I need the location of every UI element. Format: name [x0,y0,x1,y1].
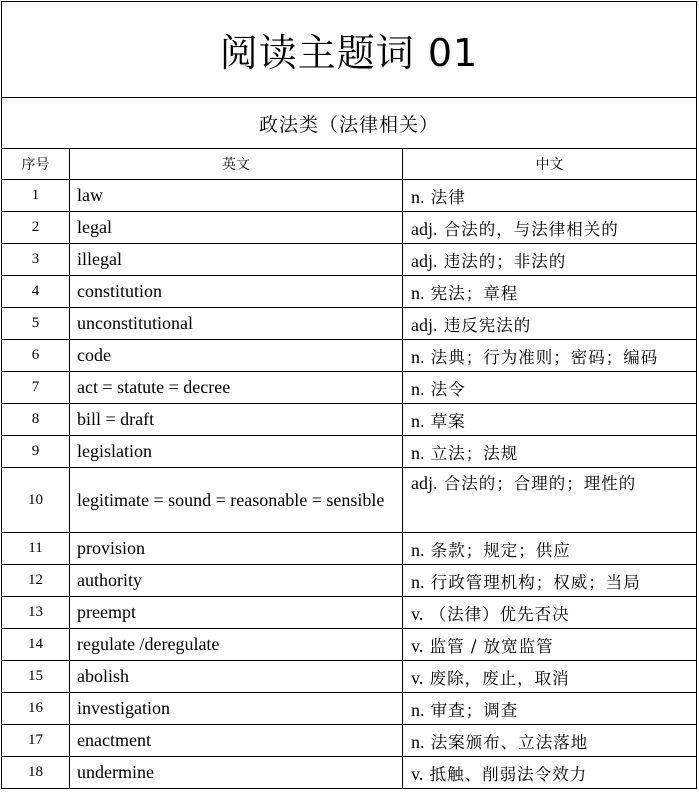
meaning-text: 废除，废止，取消 [429,668,570,688]
part-of-speech: adj. [411,218,438,239]
chinese-meaning [403,661,697,693]
row-index: 8 [2,404,70,436]
meaning-text: 草案 [430,411,466,431]
english-term: legitimate = sound = reasonable = sensible [70,468,403,533]
part-of-speech: n. [411,699,425,720]
row-index: 9 [2,436,70,468]
row-index: 1 [2,180,70,212]
english-term: act = statute = decree [70,372,403,404]
english-term: abolish [70,661,403,693]
part-of-speech: v. [411,603,424,624]
header-english: 英文 [70,149,403,180]
part-of-speech: n. [411,186,425,207]
english-term: provision [70,533,403,565]
part-of-speech: n. [411,346,425,367]
row-index: 3 [2,244,70,276]
row-index: 11 [2,533,70,565]
part-of-speech: v. [411,635,424,656]
chinese-meaning [403,180,697,212]
table-row [2,533,697,565]
meaning-text: 违反宪法的 [443,315,532,335]
table-row [2,436,697,468]
table-row [2,468,697,533]
row-index: 4 [2,276,70,308]
table-row [2,212,697,244]
table-row [2,661,697,693]
chinese-meaning [403,565,697,597]
chinese-meaning [403,372,697,404]
meaning-text: 法令 [430,379,466,399]
meaning-text: 抵触、削弱法令效力 [429,764,588,784]
part-of-speech: adj. [411,473,438,493]
english-term: regulate /deregulate [70,629,403,661]
meaning-text: 合法的；合理的；理性的 [443,474,637,493]
chinese-meaning [403,533,697,565]
chinese-meaning [403,212,697,244]
row-index: 17 [2,725,70,757]
table-row [2,693,697,725]
row-index: 5 [2,308,70,340]
vocabulary-table [1,1,697,789]
part-of-speech: adj. [411,250,438,271]
english-term: authority [70,565,403,597]
chinese-meaning [403,468,697,533]
part-of-speech: n. [411,731,425,752]
meaning-text: （法律）优先否决 [429,604,570,624]
meaning-text: 立法；法规 [430,443,519,463]
table-row [2,597,697,629]
part-of-speech: n. [411,378,425,399]
meaning-text: 审查；调查 [430,700,519,720]
meaning-text: 违法的；非法的 [443,251,567,271]
table-row [2,340,697,372]
row-index: 6 [2,340,70,372]
english-term: illegal [70,244,403,276]
english-term: investigation [70,693,403,725]
meaning-text: 合法的，与法律相关的 [443,219,619,239]
chinese-meaning [403,244,697,276]
table-row [2,180,697,212]
header-chinese: 中文 [403,149,697,180]
row-index: 12 [2,565,70,597]
table-row [2,372,697,404]
meaning-text: 法律 [430,187,466,207]
part-of-speech: adj. [411,314,438,335]
chinese-meaning [403,597,697,629]
table-row [2,757,697,789]
chinese-meaning [403,757,697,789]
table-row [2,404,697,436]
english-term: bill = draft [70,404,403,436]
row-index: 14 [2,629,70,661]
row-index: 10 [2,468,70,533]
row-index: 15 [2,661,70,693]
part-of-speech: v. [411,667,424,688]
part-of-speech: v. [411,763,424,784]
chinese-meaning [403,340,697,372]
table-row [2,276,697,308]
page-title: 阅读主题词 01 [2,2,697,98]
chinese-meaning [403,308,697,340]
part-of-speech: n. [411,442,425,463]
chinese-meaning [403,404,697,436]
table-row [2,629,697,661]
english-term: constitution [70,276,403,308]
row-index: 16 [2,693,70,725]
meaning-text: 监管 / 放宽监管 [429,636,554,656]
english-term: legal [70,212,403,244]
english-term: undermine [70,757,403,789]
english-term: law [70,180,403,212]
meaning-text: 宪法；章程 [430,283,519,303]
part-of-speech: n. [411,539,425,560]
chinese-meaning [403,693,697,725]
meaning-text: 法案颁布、立法落地 [430,732,589,752]
english-term: unconstitutional [70,308,403,340]
chinese-meaning [403,629,697,661]
table-row [2,565,697,597]
table-row [2,308,697,340]
row-index: 2 [2,212,70,244]
part-of-speech: n. [411,410,425,431]
english-term: preempt [70,597,403,629]
part-of-speech: n. [411,282,425,303]
meaning-text: 条款；规定；供应 [430,540,571,560]
table-row [2,244,697,276]
english-term: enactment [70,725,403,757]
chinese-meaning [403,725,697,757]
english-term: code [70,340,403,372]
meaning-text: 行政管理机构；权威；当局 [430,572,641,592]
table-row [2,725,697,757]
chinese-meaning [403,276,697,308]
header-index: 序号 [2,149,70,180]
row-index: 18 [2,757,70,789]
part-of-speech: n. [411,571,425,592]
row-index: 7 [2,372,70,404]
row-index: 13 [2,597,70,629]
english-term: legislation [70,436,403,468]
category-subtitle: 政法类（法律相关） [2,98,697,149]
meaning-text: 法典；行为准则；密码；编码 [430,347,659,367]
chinese-meaning [403,436,697,468]
